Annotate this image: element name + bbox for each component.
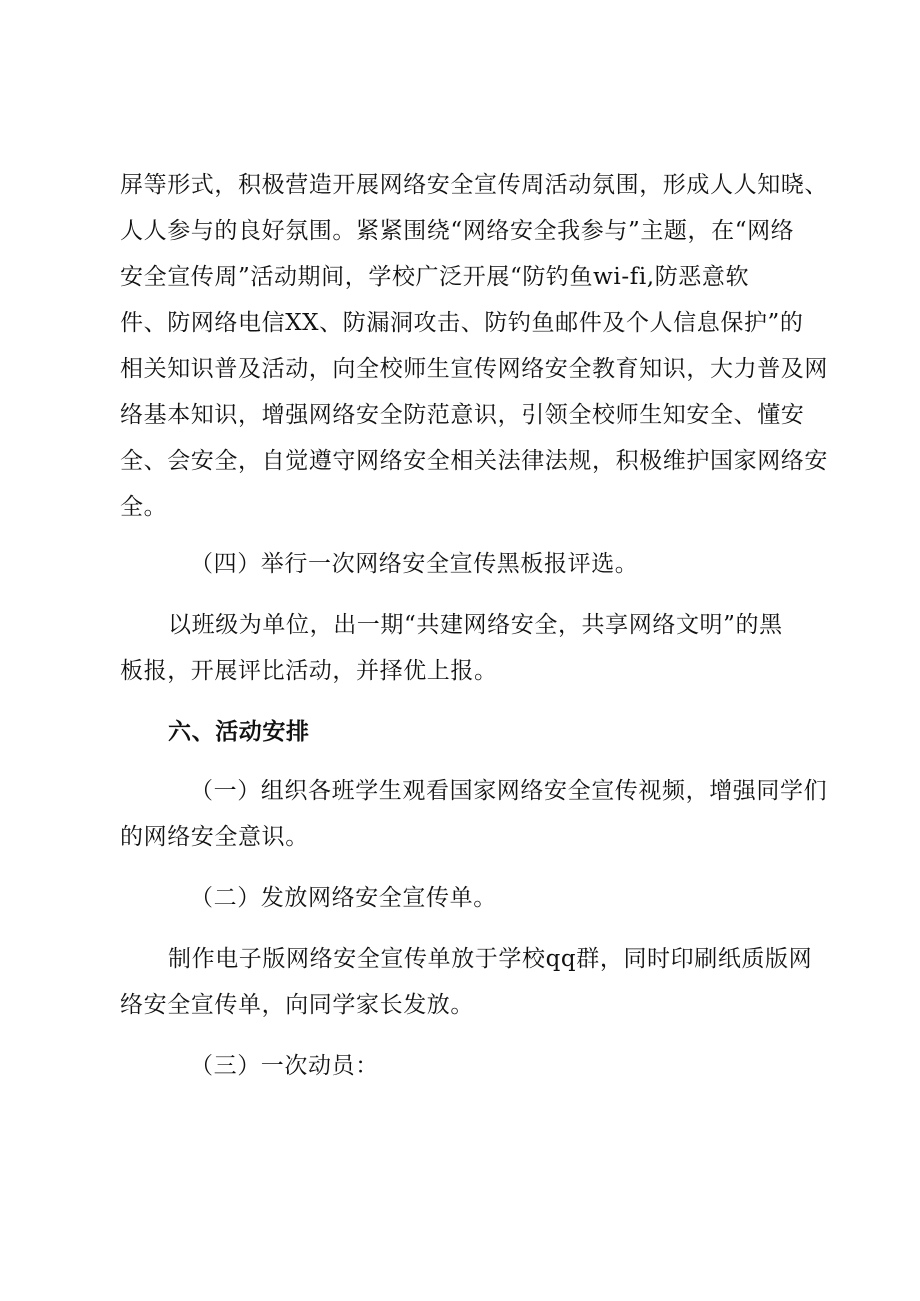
arrangement-3-heading: （三）一次动员： — [190, 1053, 379, 1079]
paragraph-1-line-6: 络基本知识，增强网络安全防范意识，引领全校师生知安全、懂安 — [120, 402, 805, 428]
arrangement-2-heading: （二）发放网络安全宣传单。 — [190, 885, 497, 911]
item-4-heading: （四）举行一次网络安全宣传黑板报评选。 — [190, 551, 639, 577]
paragraph-1-line-4: 件、防网络电信XX、防漏洞攻击、防钓鱼邮件及个人信息保护”的 — [120, 310, 804, 336]
arrangement-1-line-1: （一）组织各班学生观看国家网络安全宣传视频，增强同学们 — [190, 778, 828, 804]
paragraph-2-line-2: 板报，开展评比活动，并择优上报。 — [120, 658, 498, 684]
paragraph-1-line-1: 屏等形式，积极营造开展网络安全宣传周活动氛围，形成人人知晓、 — [120, 172, 828, 198]
paragraph-1-line-2: 人人参与的良好氛围。紧紧围绕“网络安全我参与”主题，在“网络 — [120, 218, 795, 244]
section-6-heading: 六、活动安排 — [168, 718, 310, 745]
paragraph-1-line-5: 相关知识普及活动，向全校师生宣传网络安全教育知识，大力普及网 — [120, 356, 828, 382]
paragraph-3-line-2: 络安全宣传单，向同学家长发放。 — [120, 992, 474, 1018]
paragraph-1-line-8: 全。 — [120, 494, 168, 520]
paragraph-3-line-1: 制作电子版网络安全宣传单放于学校qq群，同时印刷纸质版网 — [168, 946, 813, 972]
paragraph-1-line-3: 安全宣传周”活动期间，学校广泛开展“防钓鱼wi-fi,防恶意软 — [120, 264, 750, 290]
paragraph-1-line-7: 全、会安全，自觉遵守网络安全相关法律法规，积极维护国家网络安 — [120, 448, 828, 474]
arrangement-1-line-2: 的网络安全意识。 — [120, 824, 309, 850]
paragraph-2-line-1: 以班级为单位，出一期“共建网络安全，共享网络文明”的黑 — [168, 612, 783, 638]
